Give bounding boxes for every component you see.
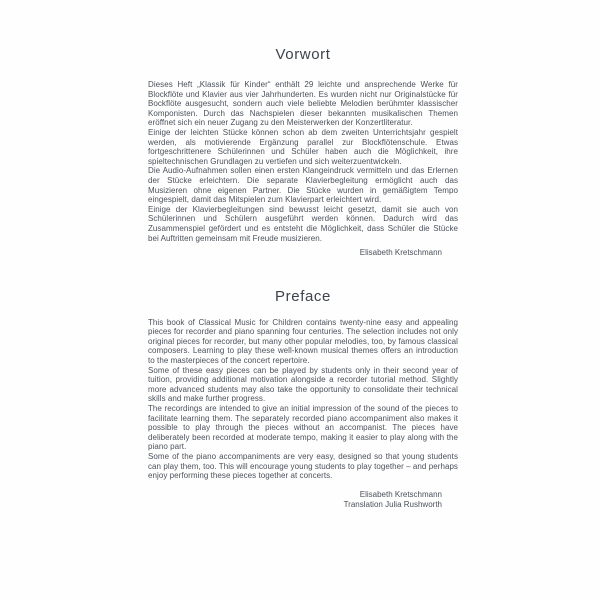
preface-paragraph-2: Some of these easy pieces can be played by students only in their second year of tuition, providing additional motivation alongside a recorder tutorial method. Slightly more advanced students may also take the opportunity to consolidate their technical skills and make further progress. — [148, 365, 458, 404]
page-content — [148, 0, 458, 511]
preface-signature-translator: Translation Julia Rushworth — [343, 500, 442, 510]
vorwort-paragraph-1: Dieses Heft „Klassik für Kinder“ enthält 29 leichte und ansprechende Werke für Blockflöte und Klavier aus vier Jahrhunderten. Es wurden nicht nur Originalstücke für Bockflöte ausgesucht, sondern auch viele beliebte Melodien berühmter klassischer Komponisten. Durch das Nachspielen dieser bekannten musikalischen Themen eröffnet sich ein neuer Zugang zu den Meisterwerken der Konzertliteratur. — [148, 80, 458, 128]
preface-body — [148, 318, 458, 481]
vorwort-signature: Elisabeth Kretschmann — [359, 248, 442, 258]
vorwort-paragraph-2: Einige der leichten Stücke können schon ab dem zweiten Unterrichtsjahr gespielt werden, als motivierende Ergänzung parallel zur Blockflötenschule. Etwas fortgeschrittenere Schülerinnen und Schüler haben auch die Möglichkeit, ihre spieltechnischen Grundlagen zu vertiefen und sich weiterzuentwickeln. — [148, 127, 458, 166]
preface-signature-author: Elisabeth Kretschmann — [359, 489, 442, 499]
vorwort-paragraph-4: Einige der Klavierbegleitungen sind bewusst leicht gesetzt, damit sie auch von Schülerinnen und Schülern ausgeführt werden können. Dadurch wird das Zusammenspiel gefördert und es entsteht die Möglichkeit, dass Schüler die Stücke bei Auftritten gemeinsam mit Freude musizieren. — [148, 204, 458, 243]
vorwort-paragraph-3: Die Audio-Aufnahmen sollen einen ersten Klangeindruck vermitteln und das Erlernen der Stücke erleichtern. Die separate Klavierbegleitung ermöglicht auch das Musizieren ohne eigenen Partner. Die Stücke wurden in gemäßigtem Tempo eingespielt, damit das Mitspielen zum Klavierpart erleichtert wird. — [148, 166, 458, 205]
preface-paragraph-4: Some of the piano accompaniments are very easy, designed so that young students can play them, too. This will encourage young students to play together – and perhaps enjoy performing these pieces together at concerts. — [148, 451, 458, 481]
vorwort-title: Vorwort — [275, 46, 331, 63]
preface-signature-block — [148, 490, 458, 511]
vorwort-body — [148, 80, 458, 243]
preface-paragraph-1: This book of Classical Music for Children contains twenty-nine easy and appealing pieces for recorder and piano spanning four centuries. The selection includes not only original pieces for recorder, but many other popular melodies, too, by famous classical composers. Learning to play these well-known musical themes offers an introduction to the masterpieces of the concert repertoire. — [148, 317, 458, 365]
preface-title: Preface — [275, 287, 331, 305]
preface-paragraph-3: The recordings are intended to give an initial impression of the sound of the pieces to facilitate learning them. The separately recorded piano accompaniment also makes it possible to play through the pieces without an accompanist. The pieces have deliberately been recorded at moderate tempo, making it easier to play along with the piano part. — [148, 403, 458, 452]
